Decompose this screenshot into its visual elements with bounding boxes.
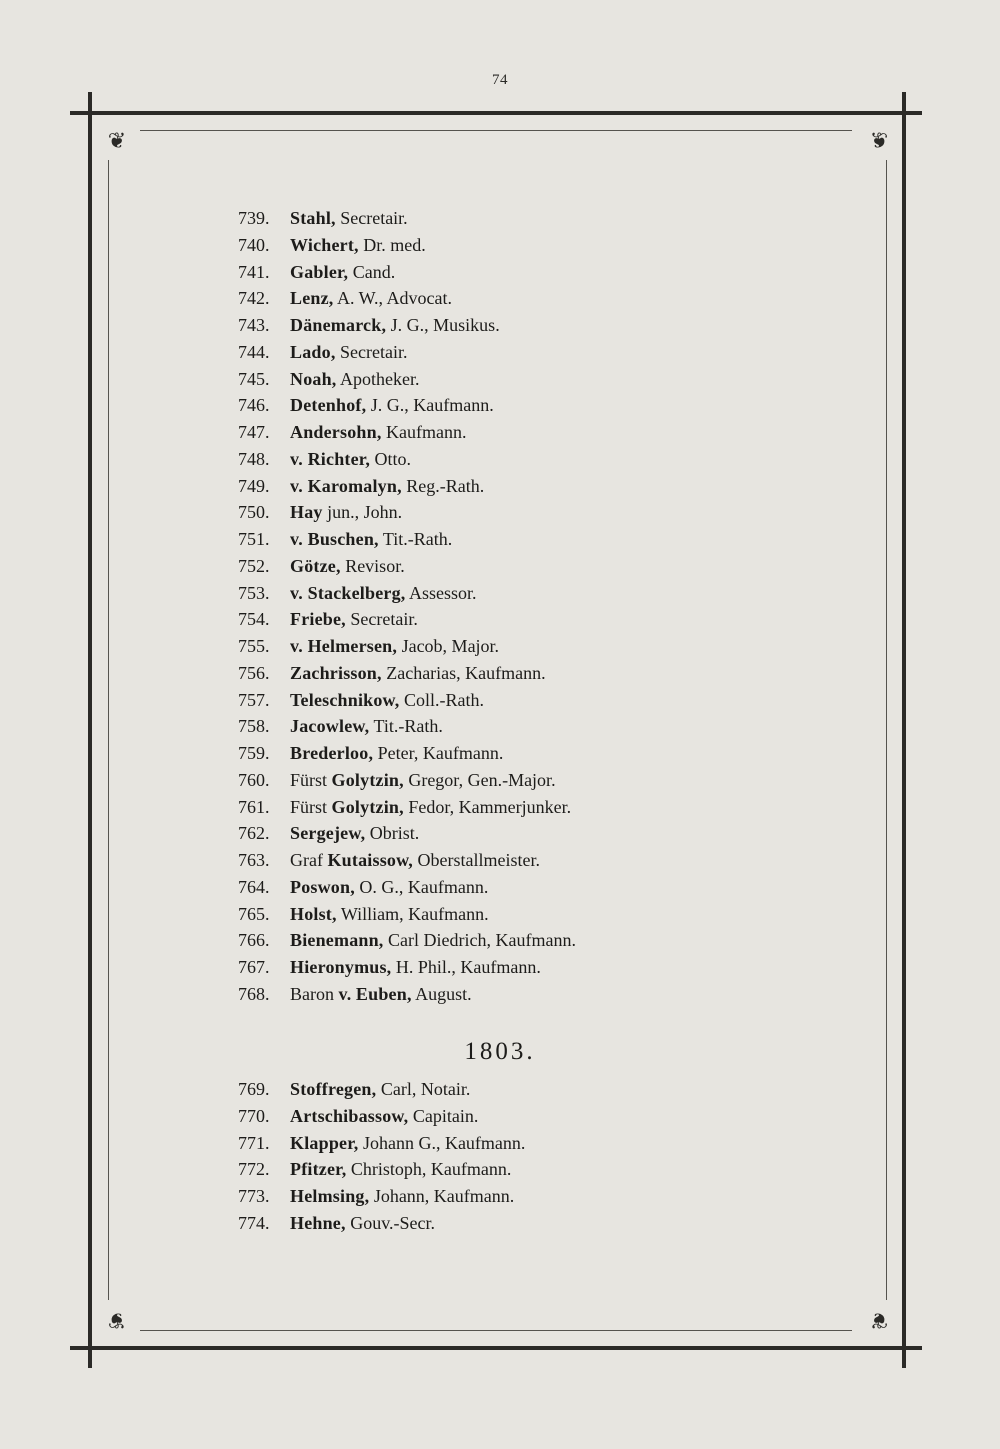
entry-name: Lado,	[290, 341, 336, 362]
entry-name: Helmsing,	[290, 1186, 370, 1206]
entry-number: 739.	[238, 208, 270, 228]
entry-number: 750.	[238, 502, 270, 523]
entry-name: Hieronymus,	[290, 957, 392, 977]
entry-name: v. Helmersen,	[290, 636, 398, 656]
entry-name: Noah,	[290, 368, 337, 389]
entry-description: Carl Diedrich, Kaufmann.	[383, 930, 576, 951]
entry-number: 772.	[238, 1159, 270, 1180]
list-item	[238, 1210, 838, 1237]
entry-title-prefix: Graf	[290, 850, 328, 870]
entry-name: Lenz,	[290, 288, 334, 309]
list-item	[238, 1076, 838, 1103]
list-item	[238, 526, 838, 553]
list-item	[238, 740, 838, 767]
list-item	[238, 285, 838, 312]
entry-name: Gabler,	[290, 261, 349, 282]
entry-description: O. G., Kaufmann.	[354, 876, 489, 897]
inner-bottom-rule	[140, 1330, 852, 1331]
frame-top-rule	[70, 111, 922, 115]
ornament-flourish-icon: ❦	[869, 1308, 889, 1333]
list-item	[238, 392, 838, 419]
frame-right-rule	[902, 92, 906, 1368]
list-item	[238, 981, 838, 1008]
entry-number: 758.	[238, 716, 270, 737]
entry-description: Coll.-Rath.	[399, 689, 484, 710]
entry-description: Obrist.	[365, 823, 420, 844]
entry-name: Stoffregen,	[290, 1079, 377, 1099]
entry-name: v. Richter,	[290, 448, 371, 469]
entry-name: v. Stackelberg,	[290, 582, 406, 603]
entry-title-prefix: Fürst	[290, 769, 332, 790]
entry-name: Golytzin,	[331, 769, 404, 790]
entry-name: Brederloo,	[290, 743, 374, 763]
entry-name: Holst,	[290, 903, 337, 924]
entry-description: Capitain.	[408, 1105, 479, 1126]
entry-description: Apotheker.	[336, 368, 420, 389]
entry-description: Dr. med.	[358, 234, 426, 255]
entry-number: 740.	[238, 234, 270, 255]
entry-number: 743.	[238, 315, 270, 335]
entry-name: Detenhof,	[290, 395, 367, 416]
list-item	[238, 820, 838, 847]
entry-name-secondary: Euben,	[355, 983, 412, 1004]
list-item	[238, 446, 838, 473]
entry-description: Jacob, Major.	[397, 636, 500, 656]
entry-number: 754.	[238, 609, 270, 630]
entry-name: Teleschnikow,	[290, 689, 400, 710]
entry-number: 746.	[238, 395, 270, 416]
entry-number: 759.	[238, 743, 270, 763]
list-item	[238, 713, 838, 740]
entry-name: Golytzin,	[331, 796, 404, 817]
list-item	[238, 1103, 838, 1130]
entry-title-prefix: Baron	[290, 983, 339, 1004]
entry-number: 741.	[238, 261, 270, 282]
entry-number: 774.	[238, 1212, 270, 1233]
entry-number: 770.	[238, 1105, 270, 1126]
list-item	[238, 954, 838, 981]
entry-description: Christoph, Kaufmann.	[346, 1159, 512, 1180]
entry-number: 751.	[238, 529, 270, 549]
list-item	[238, 366, 838, 393]
entry-description: William, Kaufmann.	[336, 903, 489, 924]
entry-description: Zacharias, Kaufmann.	[381, 662, 546, 683]
list-item	[238, 419, 838, 446]
list-item	[238, 794, 838, 821]
entry-name: Wichert,	[290, 234, 359, 255]
entry-name: Hehne,	[290, 1212, 346, 1233]
entry-number: 771.	[238, 1132, 270, 1153]
entry-name: v. Karomalyn,	[290, 475, 402, 496]
list-item	[238, 687, 838, 714]
entry-number: 749.	[238, 475, 270, 496]
list-item	[238, 1183, 838, 1210]
entry-description: Johann G., Kaufmann.	[358, 1132, 526, 1153]
list-item	[238, 312, 838, 339]
entry-name: Kutaissow,	[327, 850, 414, 870]
list-item	[238, 633, 838, 660]
entry-number: 764.	[238, 876, 270, 897]
entry-description: Johann, Kaufmann.	[369, 1186, 515, 1206]
list-item	[238, 874, 838, 901]
entry-number: 760.	[238, 769, 270, 790]
entry-description: Otto.	[370, 448, 412, 469]
entry-number: 745.	[238, 368, 270, 389]
entry-description: Tit.-Rath.	[369, 716, 443, 737]
entry-name: v.	[338, 983, 352, 1004]
entry-description: Gregor, Gen.-Major.	[403, 769, 556, 790]
entry-description: August.	[411, 983, 472, 1004]
entry-description: Revisor.	[340, 555, 405, 576]
entry-description: J. G., Kaufmann.	[366, 395, 494, 416]
entry-number: 768.	[238, 983, 270, 1004]
entry-number: 742.	[238, 288, 270, 309]
entry-number: 757.	[238, 689, 270, 710]
entry-name: Stahl,	[290, 208, 336, 228]
list-item	[238, 767, 838, 794]
list-item	[238, 553, 838, 580]
entry-description: Secretair.	[335, 341, 408, 362]
page-number: 74	[492, 72, 508, 88]
entry-title-prefix: Fürst	[290, 796, 332, 817]
inner-left-rule	[108, 160, 109, 1300]
year-heading: 1803.	[464, 1038, 536, 1065]
entry-name: Poswon,	[290, 876, 355, 897]
entry-mid-text: jun., John.	[322, 502, 403, 523]
list-item	[238, 847, 838, 874]
list-item	[238, 1156, 838, 1183]
ornament-flourish-icon: ❦	[107, 128, 127, 153]
entry-number: 747.	[238, 422, 270, 442]
entry-name: Artschibassow,	[290, 1105, 409, 1126]
entry-name: Sergejew,	[290, 823, 366, 844]
entry-name: Jacowlew,	[290, 716, 370, 737]
entry-number: 752.	[238, 555, 270, 576]
entry-description: Oberstallmeister.	[413, 850, 540, 870]
list-item	[238, 232, 838, 259]
entry-description: Reg.-Rath.	[401, 475, 485, 496]
entry-description: Fedor, Kammerjunker.	[403, 796, 572, 817]
entry-name: Bienemann,	[290, 930, 384, 951]
entry-number: 744.	[238, 341, 270, 362]
entry-description: H. Phil., Kaufmann.	[391, 957, 541, 977]
entry-description: Secretair.	[345, 609, 418, 630]
list-item	[238, 606, 838, 633]
frame-bottom-rule	[70, 1346, 922, 1350]
entry-description: Secretair.	[335, 208, 408, 228]
inner-top-rule	[140, 130, 852, 131]
entry-list-1	[238, 205, 838, 1008]
list-item	[238, 927, 838, 954]
entry-name: Pfitzer,	[290, 1159, 347, 1180]
entry-name: Hay	[290, 502, 323, 523]
entry-description: A. W., Advocat.	[333, 288, 453, 309]
entry-description: Peter, Kaufmann.	[373, 743, 504, 763]
entry-name: Götze,	[290, 555, 341, 576]
entry-number: 761.	[238, 796, 270, 817]
list-item	[238, 339, 838, 366]
entry-description: J. G., Musikus.	[386, 315, 500, 335]
list-item	[238, 499, 838, 526]
entry-number: 769.	[238, 1079, 270, 1099]
ornament-flourish-icon: ❦	[107, 1308, 127, 1333]
entry-description: Gouv.-Secr.	[345, 1212, 436, 1233]
frame-left-rule	[88, 92, 92, 1368]
entry-description: Kaufmann.	[381, 422, 467, 442]
entry-number: 748.	[238, 448, 270, 469]
entry-name: v. Buschen,	[290, 529, 379, 549]
entry-number: 756.	[238, 662, 270, 683]
list-item	[238, 205, 838, 232]
entry-name: Andersohn,	[290, 422, 382, 442]
entry-number: 773.	[238, 1186, 270, 1206]
entry-name: Zachrisson,	[290, 662, 382, 683]
entry-number: 766.	[238, 930, 270, 951]
entry-description: Carl, Notair.	[376, 1079, 471, 1099]
entry-number: 763.	[238, 850, 270, 870]
list-item	[238, 473, 838, 500]
entry-list-2	[238, 1076, 838, 1237]
entry-description: Tit.-Rath.	[378, 529, 453, 549]
list-item	[238, 259, 838, 286]
entry-name: Klapper,	[290, 1132, 359, 1153]
entry-name: Dänemarck,	[290, 315, 387, 335]
ornament-flourish-icon: ❦	[869, 128, 889, 153]
list-item	[238, 901, 838, 928]
entry-number: 755.	[238, 636, 270, 656]
entry-number: 753.	[238, 582, 270, 603]
entry-number: 765.	[238, 903, 270, 924]
entry-number: 762.	[238, 823, 270, 844]
inner-right-rule	[886, 160, 887, 1300]
entry-number: 767.	[238, 957, 270, 977]
list-item	[238, 580, 838, 607]
list-item	[238, 660, 838, 687]
list-item	[238, 1130, 838, 1157]
entry-description: Assessor.	[405, 582, 477, 603]
entry-description: Cand.	[348, 261, 396, 282]
entry-name: Friebe,	[290, 609, 346, 630]
